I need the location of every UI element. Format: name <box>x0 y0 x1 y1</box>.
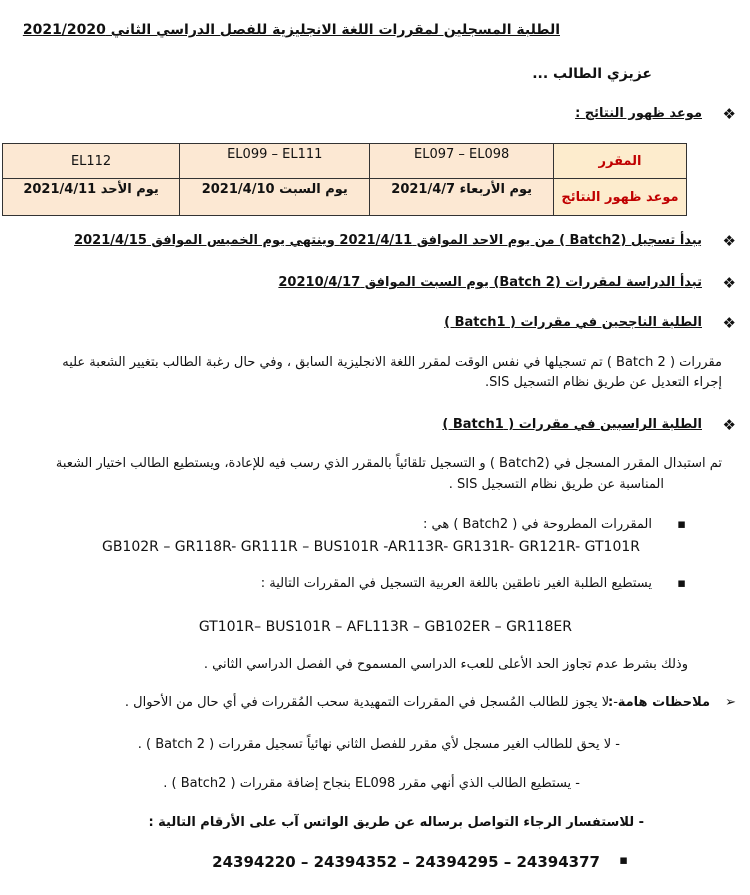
date-cell: يوم السبت 2021/4/10 <box>180 179 370 216</box>
failed-text-line2: المناسبة عن طريق نظام التسجيل SIS . <box>448 477 664 492</box>
registration-dates: يبدأ تسجيل (Batch2 ) من يوم الاحد الموافق 2021/4/11 وينتهي يوم الخميس الموافق 2021/4/15 <box>74 233 702 248</box>
offered-codes: GB102R – GR118R- GR111R – BUS101R -AR113R- GR131R- GR121R- GT101R <box>101 539 640 555</box>
passed-text-line2: إجراء التعديل عن طريق نظام التسجيل SIS. <box>484 375 722 390</box>
non-arabic-label: يستطيع الطلبة الغير ناطقين باللغة العربية التسجيل في المقررات التالية : <box>260 576 652 591</box>
condition-text: وذلك بشرط عدم تجاوز الحد الأعلى للعبء الدراسي المسموح في الفصل الدراسي الثاني . <box>203 657 688 672</box>
course-cell: EL097 – EL098 <box>370 144 554 179</box>
failed-text-line1: تم استبدال المقرر المسجل في (Batch2 ) و التسجيل تلقائياً بالمقرر الذي رسب فيه للإعادة، ويستطيع الطالب اختيار الشعبة <box>55 456 722 471</box>
note-item: - يستطيع الطالب الذي أنهي مقرر EL098 بنجاح إضافة مقررات ( Batch2 ) . <box>163 776 580 791</box>
diamond-bullet-icon: ❖ <box>722 274 736 292</box>
diamond-bullet-icon: ❖ <box>722 314 736 332</box>
date-cell: يوم الأربعاء 2021/4/7 <box>370 179 554 216</box>
square-bullet-icon: ▪ <box>619 853 628 868</box>
results-table <box>2 143 687 216</box>
course-cell: EL099 – EL111 <box>180 144 370 179</box>
arrow-bullet-icon: ➢ <box>725 695 736 710</box>
square-bullet-icon: ▪ <box>677 517 686 532</box>
page-title: الطلبة المسجلين لمقررات اللغة الانجليزية للفصل الدراسي الثاني 2021/2020 <box>22 22 560 38</box>
table-row <box>3 144 687 179</box>
diamond-bullet-icon: ❖ <box>722 416 736 434</box>
table-row <box>3 179 687 216</box>
phone-numbers: 24394220 – 24394352 – 24394295 – 24394377 <box>212 853 600 871</box>
results-heading: موعد ظهور النتائج : <box>575 106 702 121</box>
diamond-bullet-icon: ❖ <box>722 105 736 123</box>
failed-heading: الطلبة الراسبين في مقررات ( Batch1 ) <box>442 417 702 432</box>
course-cell: EL112 <box>3 144 180 179</box>
notes-first: - لا يجوز للطالب المُسجل في المقررات التمهيدية سحب المُقررات في أي حال من الأحوال . <box>124 695 618 710</box>
notes-label: ملاحظات هامة : <box>608 695 710 710</box>
note-item: - لا يحق للطالب الغير مسجل لأي مقرر للفصل الثاني نهائياً تسجيل مقررات ( Batch 2 ) . <box>137 737 620 752</box>
non-arabic-codes: GT101R– BUS101R – AFL113R – GB102ER – GR118ER <box>198 619 572 635</box>
passed-heading: الطلبة الناجحين في مقررات ( Batch1 ) <box>444 315 702 330</box>
square-bullet-icon: ▪ <box>677 576 686 591</box>
study-start: تبدأ الدراسة لمقررات (Batch 2) يوم السبت الموافق 20210/4/17 <box>278 275 702 290</box>
greeting: عزيزي الطالب ... <box>532 66 652 82</box>
diamond-bullet-icon: ❖ <box>722 232 736 250</box>
date-label-cell: موعد ظهور النتائج <box>554 179 687 216</box>
passed-text-line1: مقررات ( Batch 2 ) تم تسجيلها في نفس الوقت لمقرر اللغة الانجليزية السابق ، وفي حال رغبة الطالب بتغيير الشعبة عليه <box>62 355 722 370</box>
offered-label: المقررات المطروحة في ( Batch2 ) هي : <box>422 517 652 532</box>
contact-text: - للاستفسار الرجاء التواصل برساله عن طريق الواتس آب على الأرقام التالية : <box>148 815 644 830</box>
course-label-cell: المقرر <box>554 144 687 179</box>
date-cell: يوم الأحد 2021/4/11 <box>3 179 180 216</box>
